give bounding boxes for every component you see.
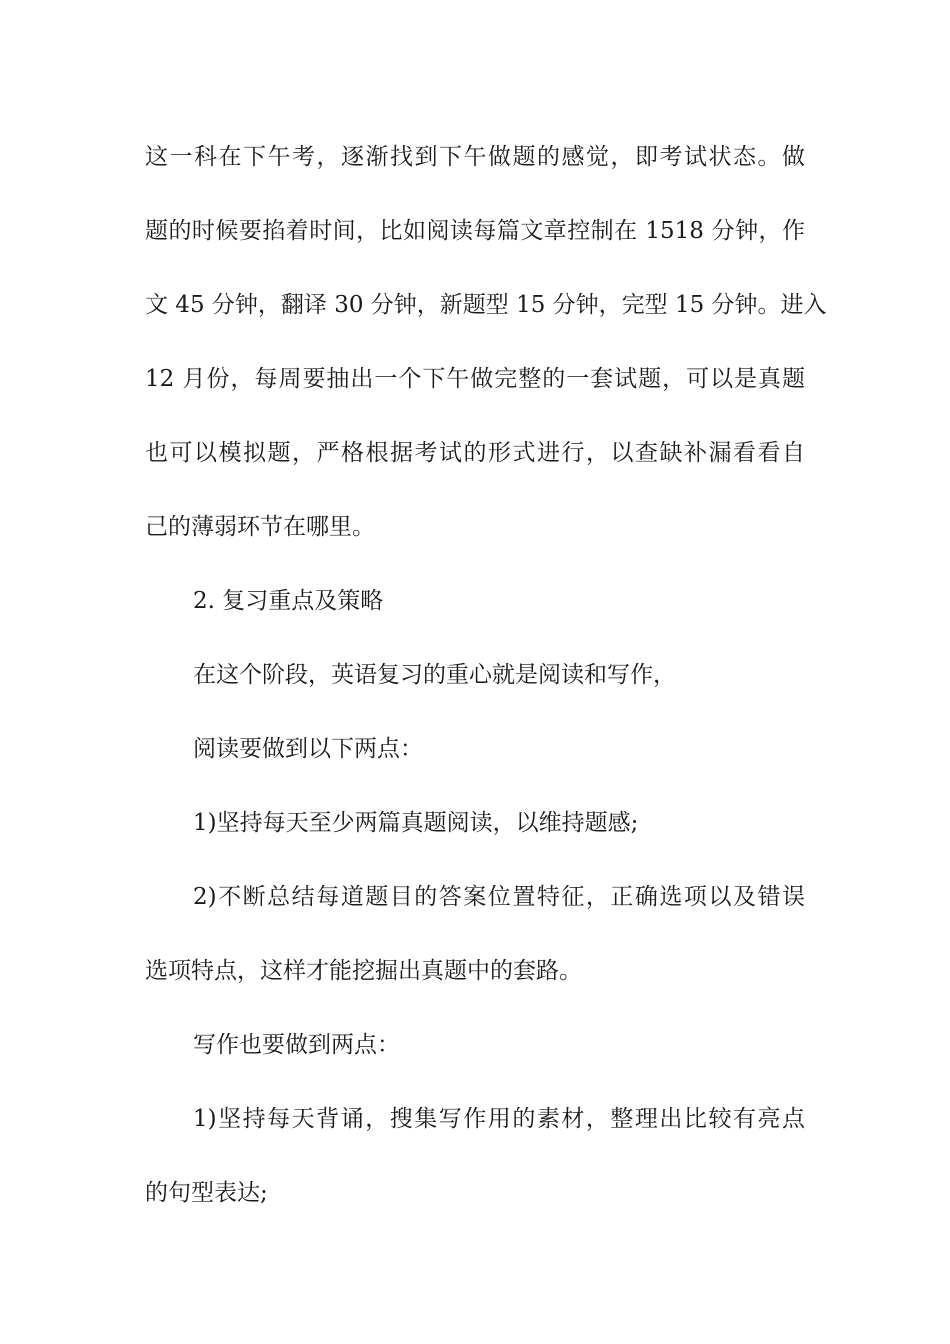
list-item: 1)坚持每天至少两篇真题阅读，以维持题感; bbox=[193, 810, 639, 836]
list-item: 2)不断总结每道题目的答案位置特征，正确选项以及错误 bbox=[193, 884, 805, 910]
list-item-continuation: 选项特点，这样才能挖掘出真题中的套路。 bbox=[145, 958, 582, 984]
section-heading: 2. 复习重点及策略 bbox=[193, 588, 384, 614]
paragraph-line: 这一科在下午考，逐渐找到下午做题的感觉，即考试状态。做 bbox=[145, 144, 805, 170]
list-item-continuation: 的句型表达; bbox=[145, 1180, 268, 1206]
paragraph-line: 阅读要做到以下两点： bbox=[193, 736, 423, 762]
paragraph-line: 在这个阶段，英语复习的重心就是阅读和写作， bbox=[193, 662, 676, 688]
paragraph-line: 文 45 分钟，翻译 30 分钟，新题型 15 分钟，完型 15 分钟。进入 bbox=[145, 292, 827, 318]
paragraph-line: 12 月份，每周要抽出一个下午做完整的一套试题，可以是真题 bbox=[145, 366, 805, 392]
document-body bbox=[145, 120, 827, 1230]
paragraph-line: 题的时候要掐着时间，比如阅读每篇文章控制在 1518 分钟，作 bbox=[145, 218, 805, 244]
list-item: 1)坚持每天背诵，搜集写作用的素材，整理出比较有亮点 bbox=[193, 1106, 805, 1132]
paragraph-line: 己的薄弱环节在哪里。 bbox=[145, 514, 375, 540]
paragraph-line: 也可以模拟题，严格根据考试的形式进行，以查缺补漏看看自 bbox=[145, 440, 805, 466]
paragraph-line: 写作也要做到两点： bbox=[193, 1032, 400, 1058]
